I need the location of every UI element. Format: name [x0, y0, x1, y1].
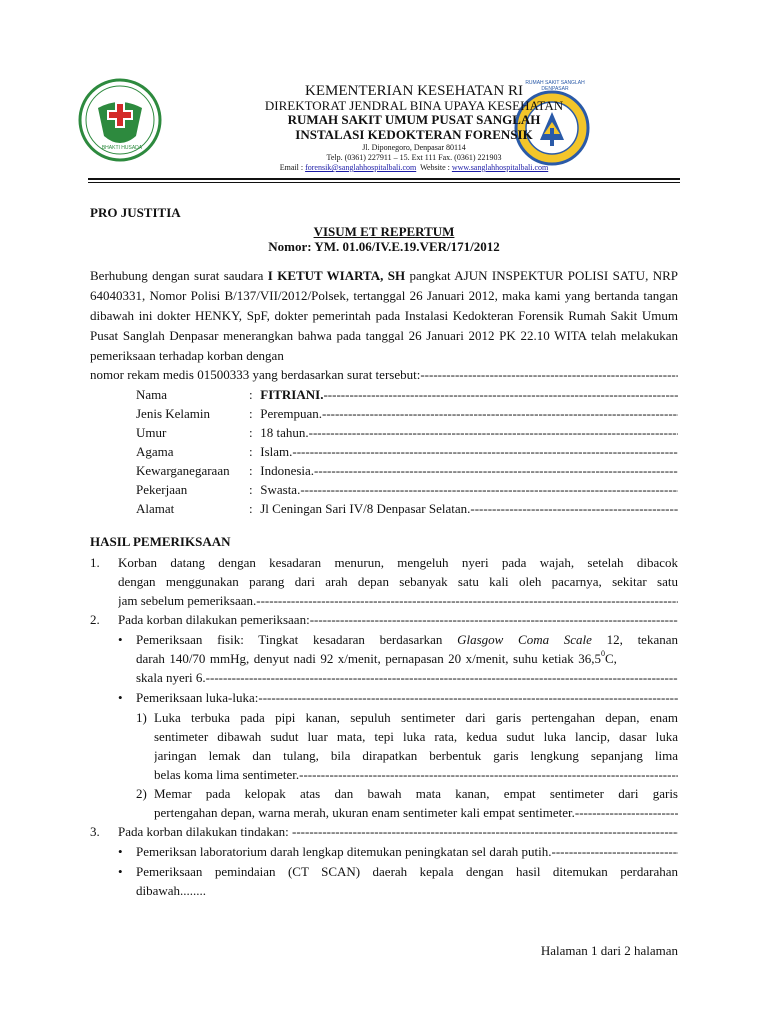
- header-divider: [88, 178, 680, 180]
- intro-paragraph: [90, 266, 678, 366]
- identity-label: Jenis Kelamin: [136, 406, 211, 421]
- identity-label: Nama: [136, 387, 168, 402]
- phone-fax: Telp. (0361) 227911 – 15. Ext 111 Fax. (0361) 221903: [326, 153, 502, 162]
- item-number: 2.: [90, 612, 100, 627]
- identity-value: 18 tahun.: [260, 425, 309, 440]
- item3-line: Pada korban dilakukan tindakan: -----: [118, 822, 678, 841]
- document-number: Nomor: YM. 01.06/IV.E.19.VER/171/2012: [268, 239, 500, 254]
- identity-row-nama: Nama : FITRIANI. -----: [136, 385, 678, 404]
- hospital-name: RUMAH SAKIT UMUM PUSAT SANGLAH: [287, 112, 541, 127]
- bullet-icon: •: [118, 632, 123, 647]
- identity-row-jenis-kelamin: Jenis Kelamin : Perempuan. -----: [136, 404, 678, 423]
- sub1-line-4: belas koma lima sentimeter. -----: [154, 765, 678, 784]
- sub-number: 2): [136, 786, 147, 801]
- identity-label: Pekerjaan: [136, 482, 188, 497]
- directorate-name: DIREKTORAT JENDRAL BINA UPAYA KESEHATAN: [264, 98, 564, 113]
- identity-row-alamat: Alamat : Jl Ceningan Sari IV/8 Denpasar Selatan. -----: [136, 499, 678, 518]
- identity-label: Umur: [136, 425, 167, 440]
- luka-line: Pemeriksaan luka-luka: -----: [136, 688, 678, 707]
- installation-name: INSTALASI KEDOKTERAN FORENSIK: [295, 127, 533, 142]
- identity-row-kewarganegaraan: Kewarganegaraan : Indonesia. -----: [136, 461, 678, 480]
- sub1-line-1: Luka terbuka pada pipi kanan, sepuluh sentimeter dari garis pertengahan depan, enam: [154, 710, 678, 725]
- item-number: 1.: [90, 555, 100, 570]
- identity-value: Indonesia.: [260, 463, 315, 478]
- identity-value: Jl Ceningan Sari IV/8 Denpasar Selatan.: [260, 501, 471, 516]
- sub2-line-1: Memar pada kelopak atas dan bawah mata kanan, empat sentimeter dari garis: [154, 786, 678, 801]
- item1-line-1: Korban datang dengan kesadaran menurun, mengeluh nyeri pada wajah, setelah dibacok: [118, 555, 678, 570]
- intro-last-line: nomor rekam medis 01500333 yang berdasarkan surat tersebut: -----: [90, 366, 678, 384]
- identity-value: FITRIANI.: [260, 387, 324, 402]
- website-label: Website :: [416, 163, 452, 172]
- identity-row-agama: Agama : Islam. -----: [136, 442, 678, 461]
- sub-number: 1): [136, 710, 147, 725]
- bullet-icon: •: [118, 864, 123, 879]
- email-link[interactable]: forensik@sanglahhospitalbali.com: [305, 163, 417, 172]
- identity-value: Perempuan.: [260, 406, 322, 421]
- pro-justitia: PRO JUSTITIA: [90, 205, 181, 220]
- website-link[interactable]: www.sanglahhospitalbali.com: [451, 163, 549, 172]
- identity-label: Kewarganegaraan: [136, 463, 230, 478]
- item2-line: Pada korban dilakukan pemeriksaan: -----: [118, 610, 678, 629]
- item-number: 3.: [90, 824, 100, 839]
- item1-line-3: jam sebelum pemeriksaan. -----: [118, 591, 678, 610]
- identity-row-pekerjaan: Pekerjaan : Swasta. -----: [136, 480, 678, 499]
- lab-line: Pemeriksan laboratorium darah lengkap ditemukan peningkatan sel darah putih. -----: [136, 842, 678, 861]
- identity-value: Swasta.: [260, 482, 301, 497]
- page-number: Halaman 1 dari 2 halaman: [540, 943, 678, 958]
- degree-sup: 0: [600, 649, 605, 658]
- fisik-line-2: darah 140/70 mmHg, denyut nadi 92 x/menit, pernapasan 20 x/menit, suhu ketiak 36,5$^0$C,: [136, 649, 617, 666]
- fisik-line-3: skala nyeri 6. -----: [136, 668, 678, 687]
- sub1-line-3: jaringan lemak dan tulang, bila dirapatkan berbentuk garis lengkung sepanjang lima: [154, 748, 678, 763]
- identity-label: Agama: [136, 444, 174, 459]
- ct-line-1: Pemeriksaan pemindaian (CT SCAN) daerah kepala dengan hasil ditemukan perdarahan: [136, 864, 678, 879]
- bullet-icon: •: [118, 844, 123, 859]
- bullet-icon: •: [118, 690, 123, 705]
- sub2-line-2: pertengahan depan, warna merah, ukuran enam sentimeter kali empat sentimeter. -----: [154, 803, 678, 822]
- ct-line-2: dibawah........: [136, 883, 207, 898]
- intro-text-2: pangkat AJUN INSPEKTUR POLISI SATU, NRP 64040331, Nomor Polisi B/137/VII/2012/Polsek, tertanggal 26 Januari 2012, maka kami yang bertanda tangan dibawah ini dokter HENKY, SpF, dokter pemerintah pada Instalasi Kedokteran Forensik Rumah Sakit Umum Pusat Sanglah Denpasar menerangkan bahwa pada tanggal 26 Januari 2012 PK 22.10 WITA telah melakukan pemeriksaan terhadap korban dengan: [90, 268, 678, 363]
- intro-text-1: Berhubung dengan surat saudara: [90, 268, 268, 283]
- kemenkes-logo-caption: BHAKTI HUSADA: [101, 145, 143, 151]
- sanglah-logo-caption: RUMAH SAKIT SANGLAH DENPASAR: [525, 80, 585, 92]
- identity-row-umur: Umur : 18 tahun. -----: [136, 423, 678, 442]
- header-divider-thin: [88, 182, 680, 183]
- sub1-line-2: sentimeter dibawah sudut luar mata, tepi luka rata, kedua sudut luka lancip, dasar luka: [154, 729, 678, 744]
- email-label: Email :: [279, 163, 306, 172]
- contact-line: [0, 163, 768, 173]
- address: Jl. Diponegoro, Denpasar 80114: [362, 143, 466, 152]
- identity-label: Alamat: [136, 501, 175, 516]
- results-heading: HASIL PEMERIKSAAN: [90, 534, 231, 549]
- ministry-name: KEMENTERIAN KESEHATAN RI: [305, 83, 523, 99]
- document-title: VISUM ET REPERTUM: [313, 224, 455, 239]
- gcs-term: Glasgow Coma Scale: [457, 632, 592, 647]
- requester-name: I KETUT WIARTA, SH: [267, 268, 406, 283]
- fisik-line-1: Pemeriksaan fisik: Tingkat kesadaran berdasarkan Glasgow Coma Scale 12, tekanan: [136, 632, 678, 647]
- item1-line-2: dengan menggunakan parang dari arah depan sebanyak satu kali oleh pacarnya, sekitar satu: [118, 574, 678, 589]
- identity-value: Islam.: [260, 444, 293, 459]
